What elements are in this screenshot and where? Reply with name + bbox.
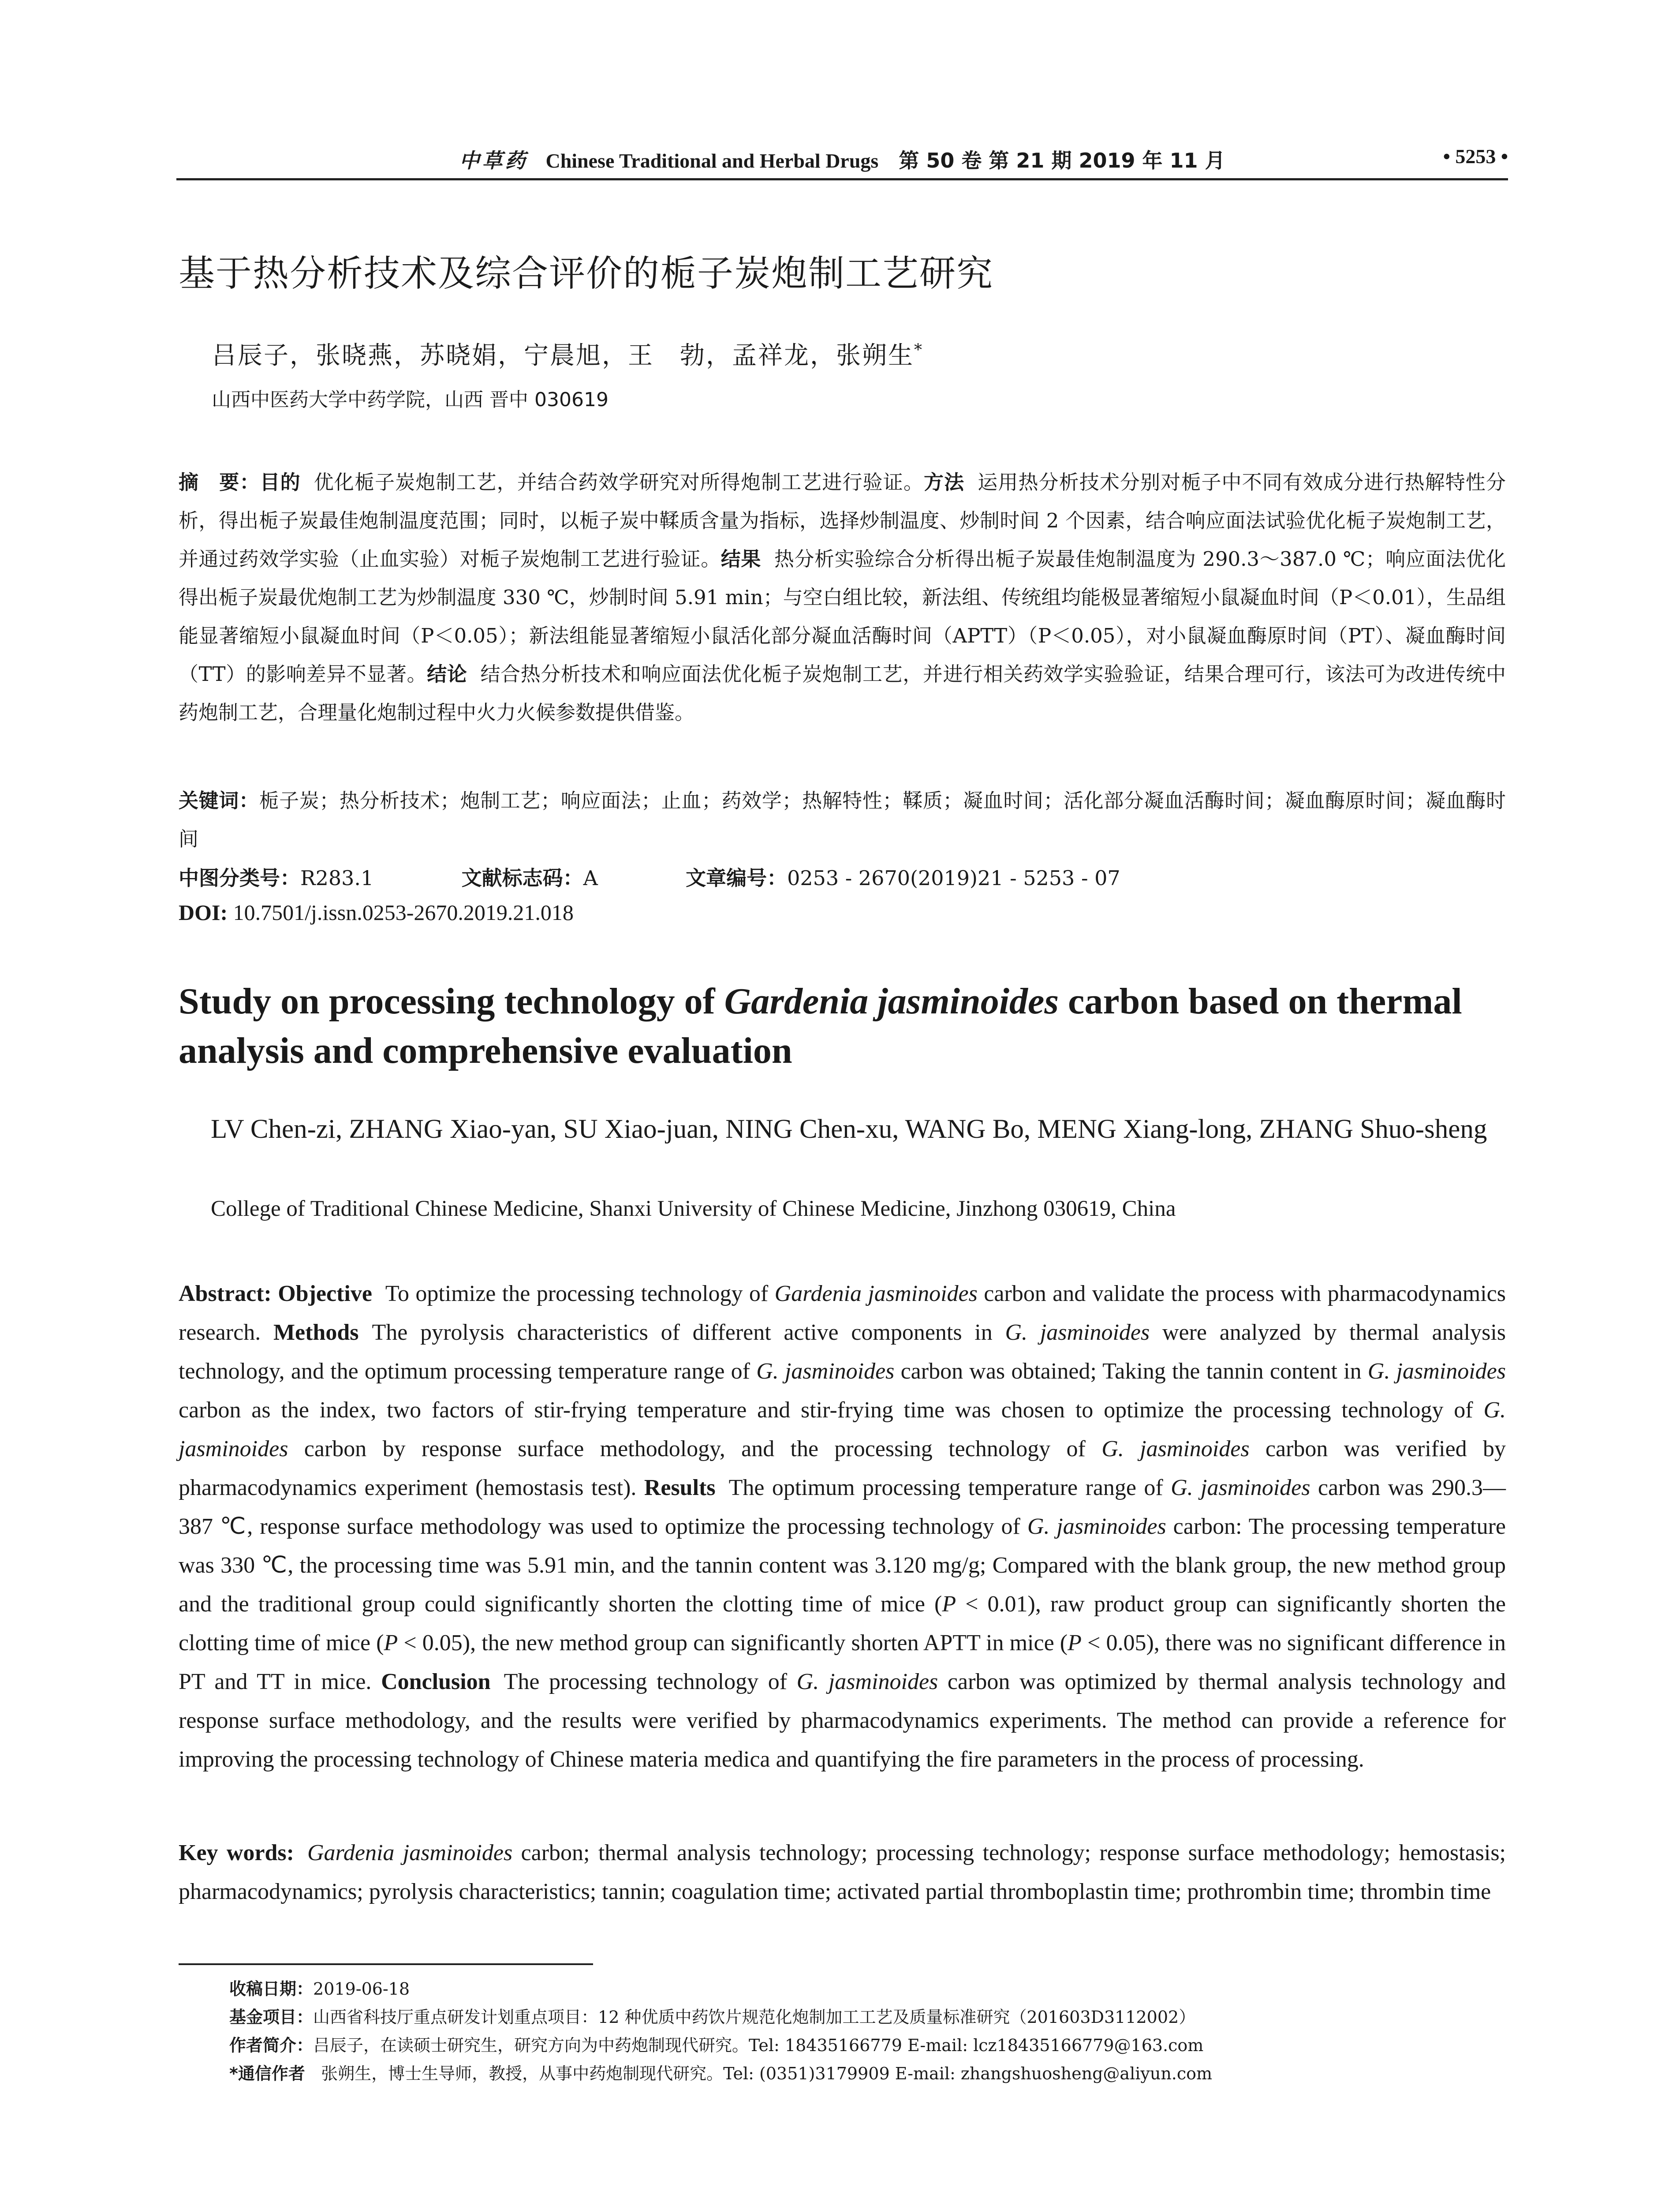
doi-line: [179, 900, 574, 925]
cn-abstract: [179, 463, 1506, 732]
cn-conclusion: 结合热分析技术和响应面法优化栀子炭炮制工艺，并进行相关药效学实验验证，结果合理可行，该法可为改进传统中药炮制工艺，合理量化炮制过程中火力火候参数提供借鉴。: [179, 662, 1506, 724]
header-rule: [176, 178, 1508, 180]
en-title-part: carbon based on thermal analysis and comprehensive evaluation: [179, 981, 1462, 1071]
species-name: G. jasminoides: [1171, 1475, 1310, 1500]
en-abstract-text: The processing technology of: [504, 1669, 797, 1694]
cn-objective-label: 目的: [260, 471, 301, 494]
species-name: G. jasminoides: [1027, 1514, 1166, 1539]
clc-value: R283.1: [300, 866, 374, 890]
en-abstract-text: carbon: The processing temperature was 330 ℃, the processing time was 5.91 min, and the tannin content was 3.120 mg/g; Compared with the blank group, the new method group and the traditional group could significantly shorten the clotting time of mice (: [179, 1514, 1506, 1617]
page-number: • 5253 •: [1443, 145, 1508, 168]
en-conclusion-label: Conclusion: [381, 1669, 491, 1694]
doi-value[interactable]: 10.7501/j.issn.0253-2670.2019.21.018: [233, 900, 574, 925]
fund-label: 基金项目：: [229, 2007, 314, 2027]
en-methods-label: Methods: [273, 1320, 359, 1345]
cn-methods: 运用热分析技术分别对栀子中不同有效成分进行热解特性分析，得出栀子炭最佳炮制温度范围；同时，以栀子炭中鞣质含量为指标，选择炒制温度、炒制时间 2 个因素，结合响应面法试验优化栀子炭炮制工艺，并通过药效学实验（止血实验）对栀子炭炮制工艺进行验证。: [179, 471, 1506, 571]
en-abstract-text: To optimize the processing technology of: [385, 1281, 775, 1306]
en-abstract-text: The optimum processing temperature range of: [728, 1475, 1171, 1500]
author-bio: [229, 2031, 1508, 2059]
doc-code-label: 文献标志码：: [461, 866, 583, 890]
corresponding-author: [229, 2059, 1508, 2088]
species-name: G. jasminoides: [756, 1359, 895, 1384]
species-name: G. jasminoides: [179, 1398, 1506, 1461]
fund-value: 山西省科技厅重点研发计划重点项目：12 种优质中药饮片规范化炮制加工工艺及质量标准研究（201603D3112002）: [313, 2007, 1196, 2027]
cn-objective: 优化栀子炭炮制工艺，并结合药效学研究对所得炮制工艺进行验证。: [314, 471, 924, 494]
cn-keywords: [179, 781, 1506, 858]
species-name: Gardenia jasminoides: [307, 1840, 513, 1865]
en-abstract-text: carbon by response surface methodology, and the processing technology of: [288, 1436, 1102, 1461]
en-title: [179, 977, 1510, 1076]
en-abstract-text: < 0.05), there was no significant difference in PT and TT in mice.: [179, 1630, 1506, 1694]
cn-author-list: 吕辰子，张晓燕，苏晓娟，宁晨旭，王 勃，孟祥龙，张朔生: [212, 341, 914, 370]
cn-affiliation: 山西中医药大学中药学院，山西 晋中 030619: [212, 389, 609, 411]
en-abstract-text: The pyrolysis characteristics of different active components in: [372, 1320, 1005, 1345]
footnote-rule: [179, 1963, 593, 1965]
cn-authors: [212, 336, 923, 371]
corresponding-label: *通信作者: [229, 2064, 305, 2083]
en-affiliation: College of Traditional Chinese Medicine, Shanxi University of Chinese Medicine, Jinzhong 030619, China: [211, 1196, 1176, 1221]
cn-keywords-label: 关键词：: [179, 789, 259, 812]
doi-label: DOI:: [179, 900, 228, 925]
cn-results: 热分析实验综合分析得出栀子炭最佳炮制温度为 290.3～387.0 ℃；响应面法优化得出栀子炭最优炮制工艺为炒制温度 330 ℃，炒制时间 5.91 min；与空白组比较，新法组、传统组均能极显著缩短小鼠凝血时间（P＜0.01），生品组能显著缩短小鼠凝血时间（P＜0.05）；新法组能显著缩短小鼠活化部分凝血活酶时间（APTT）（P＜0.05），对小鼠凝血酶原时间（PT）、凝血酶时间（TT）的影响差异不显著。: [179, 547, 1506, 686]
en-keywords: [179, 1834, 1506, 1911]
received-label: 收稿日期：: [229, 1979, 314, 1999]
issue-info: 第 50 卷 第 21 期 2019 年 11 月: [899, 149, 1225, 172]
classification-line: [179, 862, 1120, 891]
p-value-symbol: P: [942, 1592, 956, 1617]
en-abstract-text: carbon was obtained; Taking the tannin content in: [894, 1359, 1368, 1384]
en-abstract-text: carbon as the index, two factors of stir-frying temperature and stir-frying time was chosen to optimize the processing technology of: [179, 1398, 1484, 1423]
running-header: [176, 140, 1508, 178]
en-abstract-text: carbon was optimized by thermal analysis technology and response surface methodology, and the results were verified by pharmacodynamics experiments. The method can provide a reference for improving the processing technology of Chinese materia medica and quantifying the fire parameters in the process of processing.: [179, 1669, 1506, 1772]
doc-code-value: A: [583, 866, 598, 890]
en-keywords-label: Key words:: [179, 1840, 294, 1865]
fund-info: [229, 2003, 1508, 2031]
en-title-part: Study on processing technology of: [179, 981, 724, 1022]
footnotes: [229, 1975, 1508, 2088]
received-value: 2019-06-18: [313, 1979, 410, 1999]
species-name: Gardenia jasminoides: [774, 1281, 978, 1306]
cn-results-label: 结果: [721, 547, 761, 571]
corresponding-mark: *: [914, 341, 923, 359]
species-name: G. jasminoides: [1005, 1320, 1150, 1345]
en-abstract-text: carbon was verified by pharmacodynamics experiment (hemostasis test).: [179, 1436, 1506, 1500]
p-value-symbol: P: [384, 1630, 398, 1656]
corresponding-value: 张朔生，博士生导师，教授，从事中药炮制现代研究。Tel: (0351)3179909 E-mail: zhangshuosheng@aliyun.com: [321, 2064, 1213, 2083]
cn-keywords-text: 栀子炭；热分析技术；炮制工艺；响应面法；止血；药效学；热解特性；鞣质；凝血时间；活化部分凝血活酶时间；凝血酶原时间；凝血酶时间: [179, 789, 1506, 851]
received-date: [229, 1975, 1508, 2003]
author-bio-label: 作者简介：: [229, 2036, 314, 2055]
en-abstract-text: carbon was 290.3—387 ℃, response surface methodology was used to optimize the processing technology of: [179, 1475, 1506, 1539]
en-abstract-text: < 0.01), raw product group can significantly shorten the clotting time of mice (: [179, 1592, 1506, 1656]
en-abstract-text: < 0.05), the new method group can significantly shorten APTT in mice (: [398, 1630, 1068, 1656]
p-value-symbol: P: [1068, 1630, 1082, 1656]
journal-line: [176, 145, 1508, 174]
en-authors: LV Chen-zi, ZHANG Xiao-yan, SU Xiao-juan, NING Chen-xu, WANG Bo, MENG Xiang-long, ZHANG Shuo-sheng: [211, 1114, 1487, 1144]
en-abstract-label: Abstract: Objective: [179, 1281, 372, 1306]
article-no-label: 文章编号：: [686, 866, 788, 890]
cn-conclusion-label: 结论: [427, 662, 467, 686]
en-abstract-text: carbon and validate the process with pharmacodynamics research.: [179, 1281, 1506, 1345]
cn-abstract-label: 摘 要：: [179, 471, 260, 494]
article-no-value: 0253 - 2670(2019)21 - 5253 - 07: [787, 866, 1120, 890]
en-abstract-text: were analyzed by thermal analysis technology, and the optimum processing temperature range of: [179, 1320, 1506, 1384]
species-name: G. jasminoides: [1101, 1436, 1250, 1461]
en-abstract: [179, 1274, 1506, 1779]
author-bio-value: 吕辰子，在读硕士研究生，研究方向为中药炮制现代研究。Tel: 18435166779 E-mail: lcz18435166779@163.com: [313, 2036, 1204, 2055]
cn-methods-label: 方法: [924, 471, 965, 494]
journal-en-name: Chinese Traditional and Herbal Drugs: [545, 149, 879, 172]
species-name: G. jasminoides: [796, 1669, 938, 1694]
cn-title: 基于热分析技术及综合评价的栀子炭炮制工艺研究: [179, 253, 994, 295]
en-results-label: Results: [644, 1475, 716, 1500]
species-name: G. jasminoides: [1367, 1359, 1506, 1384]
en-keywords-text: carbon; thermal analysis technology; processing technology; response surface methodology; hemostasis; pharmacodynamics; pyrolysis characteristics; tannin; coagulation time; activated partial thromboplastin time; prothrombin time; thrombin time: [179, 1840, 1506, 1904]
clc-label: 中图分类号：: [179, 866, 300, 890]
en-title-species: Gardenia jasminoides: [724, 981, 1059, 1022]
journal-cn-logo: 中草药: [459, 149, 528, 172]
